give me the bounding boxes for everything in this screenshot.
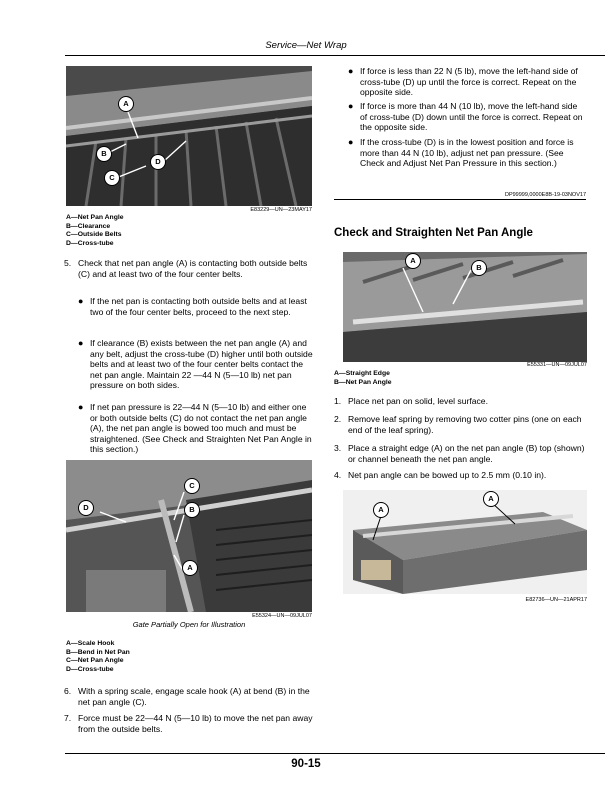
figure-net-pan-angle-photo (66, 66, 312, 206)
callout-a: A (118, 96, 134, 112)
bullet-icon: ● (348, 66, 354, 76)
bullet-item (78, 338, 314, 391)
bullet-text: If clearance (B) exists between the net pan angle (A) and any belt, adjust the cross-tube (D) higher until both outside belts and at least two of the four center belts contact the net pan angle. Maintain 22 —44 N (5—10 lb) net pan pressure on both sides. (90, 338, 313, 391)
step-text: Force must be 22—44 N (5—10 lb) to move the net pan away from the outside belts. (78, 713, 313, 734)
section-title: Check and Straighten Net Pan Angle (334, 227, 533, 239)
figure-scale-hook-photo (66, 460, 312, 612)
footer-rule (65, 753, 605, 754)
step-6 (64, 686, 314, 707)
callout-d: D (150, 154, 166, 170)
step-text: Place net pan on solid, level surface. (348, 396, 488, 406)
step-number: 6. (64, 686, 72, 696)
bullet-text: If net pan pressure is 22—44 N (5—10 lb) and either one or both outside belts (C) do not contact the net pan angle (A), the net pan angle is bowed too much and must be straightened. (See Check and Straighten Net Pan Angle in this section.) (90, 402, 312, 455)
step-7 (64, 713, 314, 734)
bullet-item (348, 66, 586, 98)
callout-a: A (373, 502, 389, 518)
legend-item: B—Clearance (66, 222, 111, 230)
step-number: 7. (64, 713, 72, 723)
bullet-item (348, 101, 586, 133)
step-3 (334, 443, 588, 464)
callout-a: A (483, 491, 499, 507)
step-number: 1. (334, 396, 342, 406)
running-header: Service—Net Wrap (265, 40, 347, 51)
figure-caption: Gate Partially Open for Illustration (132, 620, 246, 629)
legend-item: A—Net Pan Angle (66, 214, 124, 221)
callout-a: A (182, 560, 198, 576)
callout-c: C (184, 478, 200, 494)
bullet-text: If force is less than 22 N (5 lb), move the left-hand side of cross-tube (D) up until the force is correct. Repeat on the opposite side. (360, 66, 578, 98)
step-2 (334, 414, 588, 435)
figure-legend (334, 370, 534, 387)
bullet-icon: ● (78, 296, 84, 306)
step-text: Check that net pan angle (A) is contacting both outside belts (C) and at least two of the four center belts. (78, 258, 308, 279)
bullet-icon: ● (348, 137, 354, 147)
callout-b: B (471, 260, 487, 276)
step-number: 3. (334, 443, 342, 453)
figure-legend (66, 640, 266, 674)
callout-a: A (405, 253, 421, 269)
step-4 (334, 470, 588, 481)
straight-edge-illustration (343, 252, 587, 362)
step-text: With a spring scale, engage scale hook (A) at bend (B) in the net pan angle (C). (78, 686, 310, 707)
figure-straight-edge-photo (343, 252, 587, 362)
bullet-item (78, 402, 314, 455)
figure-legend (66, 214, 266, 248)
callout-b: B (184, 502, 200, 518)
step-number: 5. (64, 258, 72, 268)
step-text: Place a straight edge (A) on the net pan angle (B) top (shown) or channel beneath the net pan angle. (348, 443, 585, 464)
step-number: 4. (334, 470, 342, 480)
figure-code: E55331—UN—09JUL07 (527, 362, 587, 368)
net-pan-illustration (66, 66, 312, 206)
callout-b: B (96, 146, 112, 162)
legend-item: A—Scale Hook (66, 640, 115, 647)
bullet-text: If the net pan is contacting both outside belts and at least two of the four center belts, proceed to the next step. (90, 296, 307, 317)
bullet-text: If force is more than 44 N (10 lb), move the left-hand side of cross-tube (D) down until the force is correct. Repeat on the opposite side. (360, 101, 583, 133)
step-5 (64, 258, 314, 279)
legend-item: B—Net Pan Angle (334, 378, 392, 386)
step-number: 2. (334, 414, 342, 424)
legend-item: B—Bend in Net Pan (66, 648, 130, 656)
bullet-icon: ● (78, 402, 84, 412)
bullet-text: If the cross-tube (D) is in the lowest position and force is more than 44 N (10 lb), adjust net pan pressure. (See Check and Adjust Net Pan Pressure in this section.) (360, 137, 574, 169)
step-text: Net pan angle can be bowed up to 2.5 mm (0.10 in). (348, 470, 547, 480)
callout-d: D (78, 500, 94, 516)
step-1 (334, 396, 588, 407)
legend-item: C—Outside Belts (66, 231, 122, 239)
legend-item: D—Cross-tube (66, 239, 114, 247)
bullet-icon: ● (348, 101, 354, 111)
figure-bowed-angle-photo (343, 490, 587, 594)
callout-c: C (104, 170, 120, 186)
legend-item: D—Cross-tube (66, 665, 114, 673)
figure-code: E55324—UN—09JUL07 (252, 613, 312, 619)
legend-item: C—Net Pan Angle (66, 657, 124, 665)
bullet-item (348, 137, 586, 169)
figure-code: E83229—UN—23MAY17 (250, 207, 312, 213)
step-text: Remove leaf spring by removing two cotter pins (one on each end of the leaf spring). (348, 414, 582, 435)
bullet-item (78, 296, 314, 317)
page-number: 90-15 (291, 758, 321, 770)
legend-item: A—Straight Edge (334, 370, 390, 377)
figure-code: E82736—UN—21APR17 (525, 597, 587, 603)
reference-code: DP99999,0000E8B-19-03NOV17 (334, 192, 586, 200)
bullet-icon: ● (78, 338, 84, 348)
header-rule (65, 55, 605, 56)
